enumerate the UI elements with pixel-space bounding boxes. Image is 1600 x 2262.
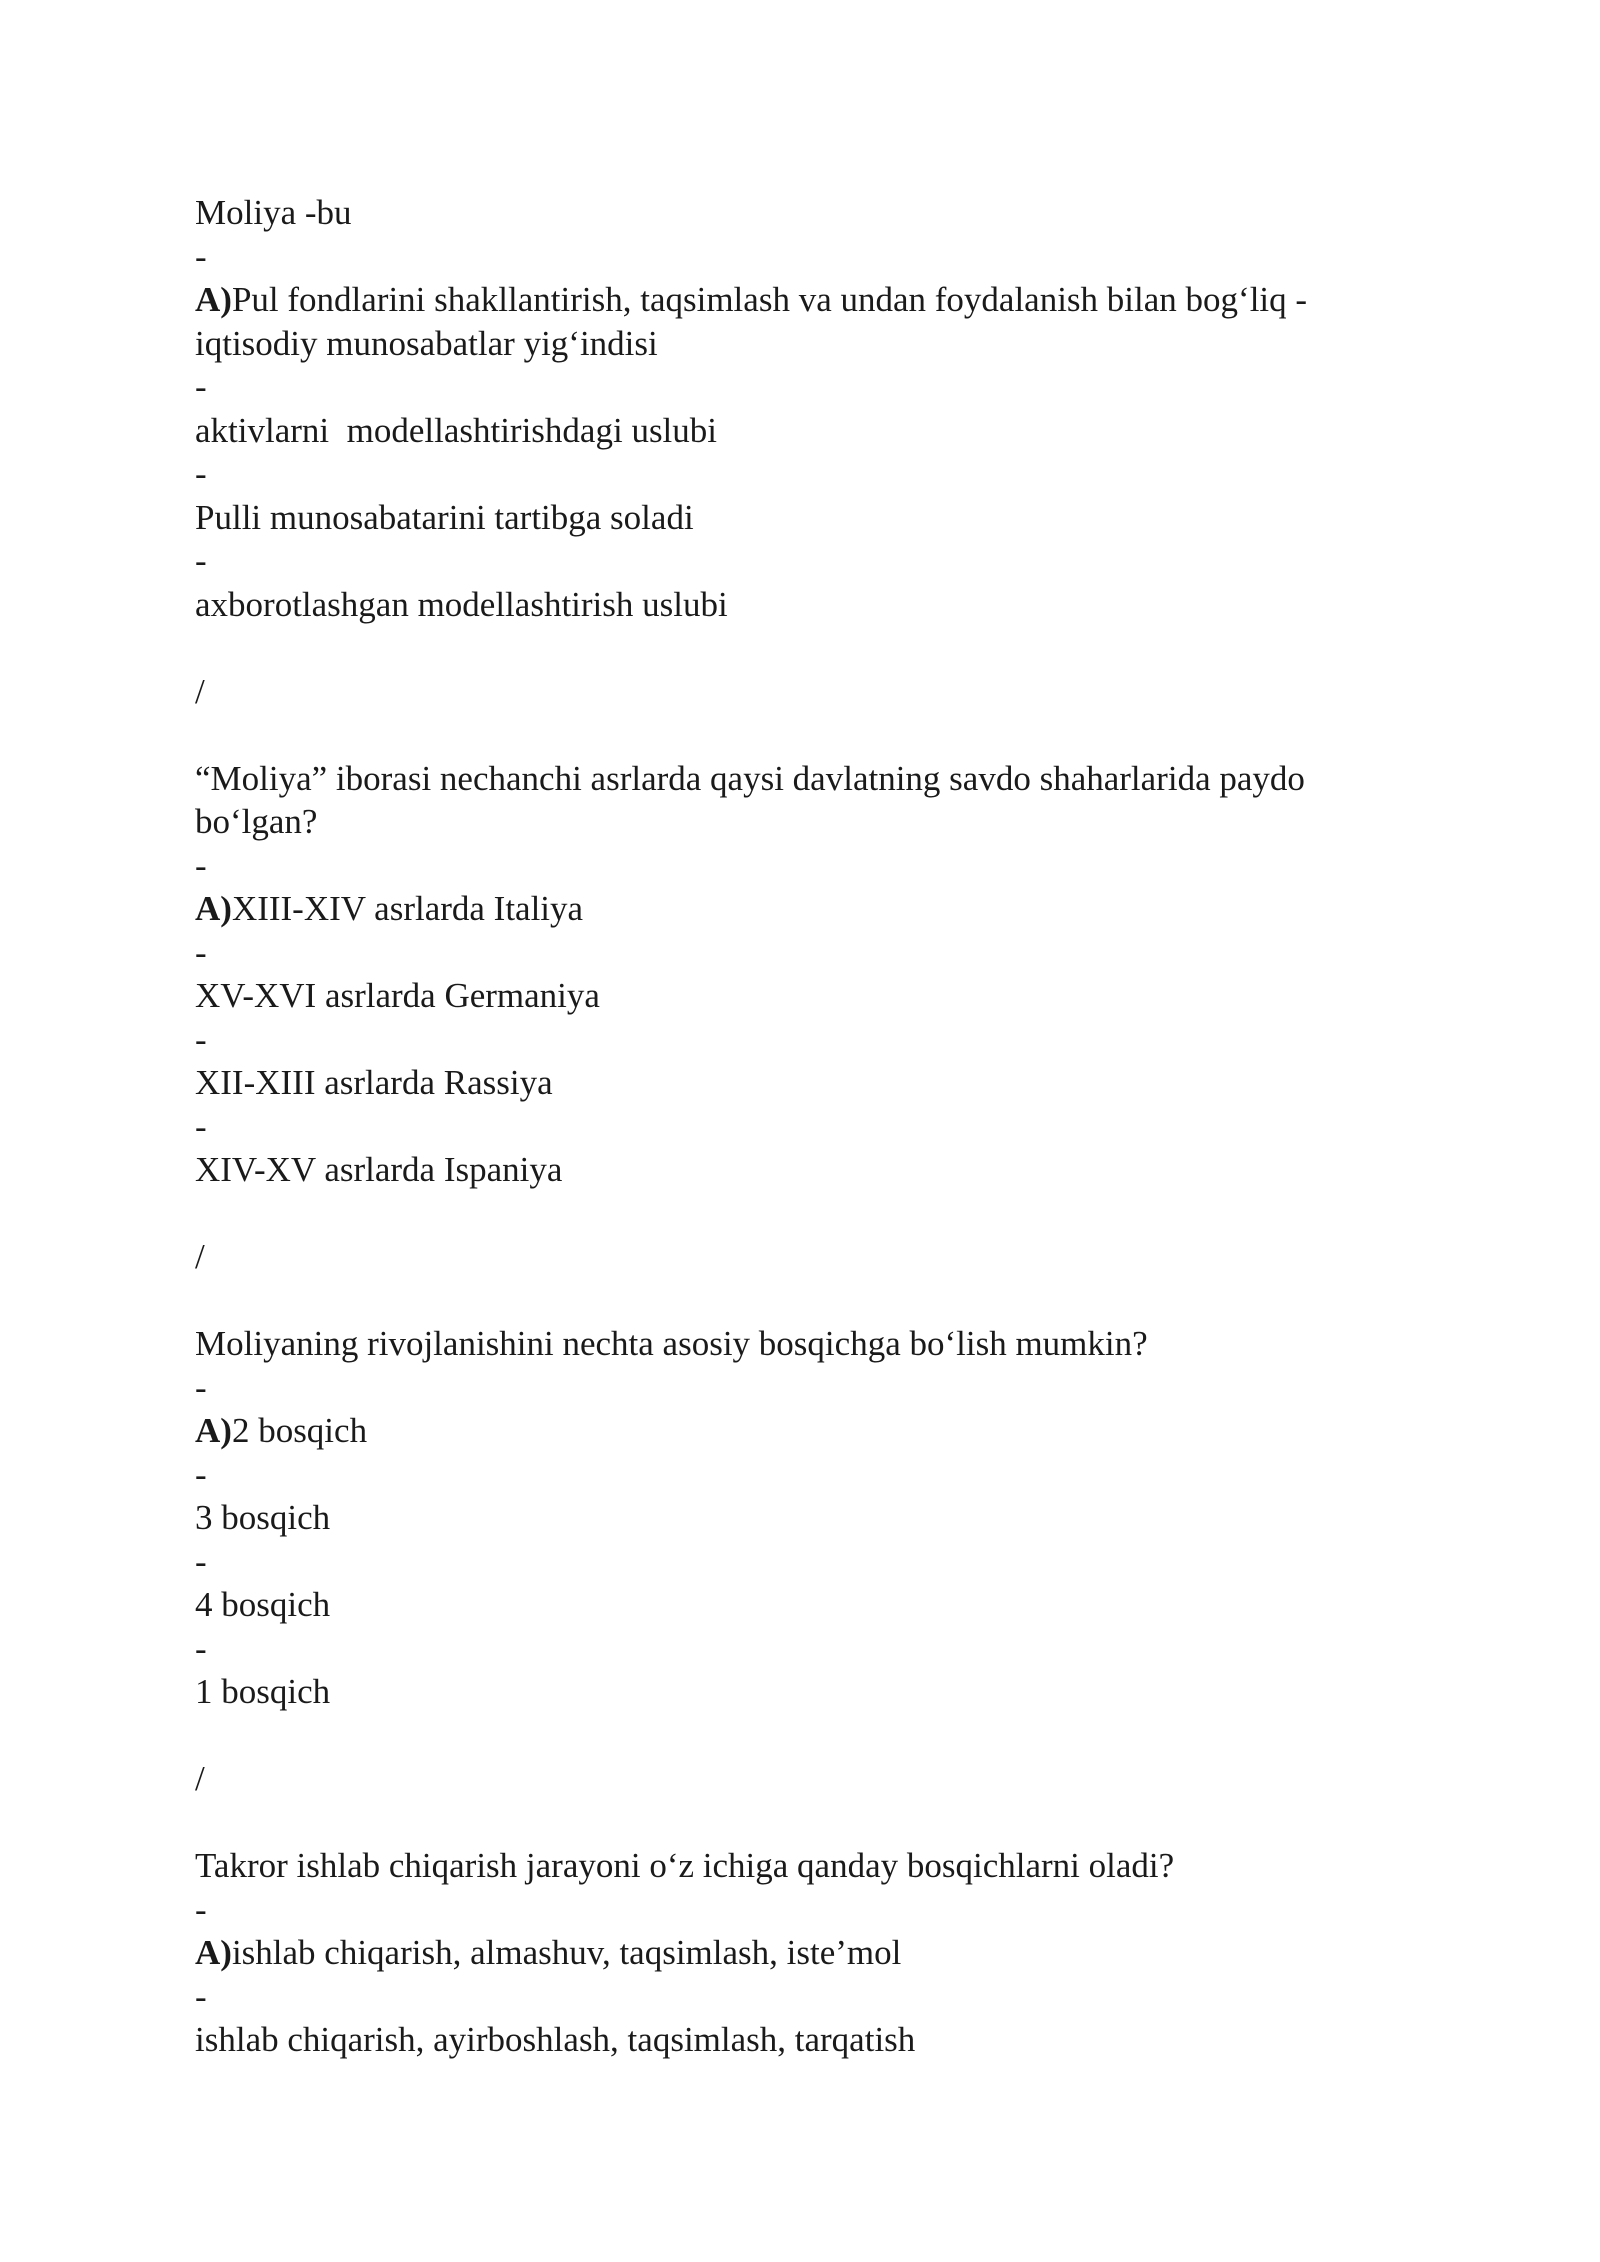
answer-prefix: A) [195, 280, 232, 319]
answer-prefix: A) [195, 1933, 232, 1972]
answer-marker: - [195, 1454, 207, 1494]
answer-marker: - [195, 1889, 207, 1929]
answer-option: 4 bosqich [195, 1585, 331, 1624]
answer-marker: - [195, 1976, 207, 2016]
answer-option: axborotlashgan modellashtirish uslubi [195, 584, 728, 624]
question-separator: / [195, 671, 205, 711]
answer-option [195, 278, 1425, 365]
answer-marker: - [195, 1106, 207, 1146]
question-separator: / [195, 1237, 205, 1276]
question-text: Moliya -bu [195, 193, 352, 232]
answer-marker: - [195, 454, 207, 493]
question-block [195, 757, 1425, 1323]
answer-option [195, 1409, 1425, 1453]
question-block [195, 1322, 1425, 1844]
question-text: Moliyaning rivojlanishini nechta asosiy bosqichga bo‘lish mumkin? [195, 1324, 1148, 1363]
answer-marker: - [195, 845, 207, 885]
answer-marker: - [195, 367, 207, 406]
answer-text: 2 bosqich [231, 1411, 368, 1450]
question-text: “Moliya” iborasi nechanchi asrlarda qaysi davlatning savdo shaharlarida paydo bo‘lgan? [195, 758, 1314, 841]
answer-option [195, 887, 1425, 931]
answer-option: aktivlarni modellashtirishdagi uslubi [195, 410, 718, 450]
answer-option: 3 bosqich [195, 1498, 331, 1537]
answer-option: XII-XIII asrlarda Rassiya [195, 1063, 553, 1102]
answer-text: ishlab chiqarish, almashuv, taqsimlash, iste’mol [231, 1933, 902, 1972]
answer-marker: - [195, 1541, 207, 1581]
answer-text: Pul fondlarini shakllantirish, taqsimlash va undan foydalanish bilan bog‘liq - iqtisodiy munosabatlar yig‘indisi [195, 280, 1316, 363]
answer-marker: - [195, 1628, 207, 1668]
question-separator: / [195, 1759, 205, 1798]
answer-marker: - [195, 1367, 207, 1407]
answer-marker: - [195, 236, 207, 276]
answer-prefix: A) [195, 889, 232, 928]
question-text: Takror ishlab chiqarish jarayoni o‘z ichiga qanday bosqichlarni oladi? [195, 1846, 1175, 1885]
answer-option: Pulli munosabatarini tartibga soladi [195, 497, 694, 537]
document-page [195, 191, 1425, 2062]
answer-option: 1 bosqich [195, 1672, 331, 1711]
answer-marker: - [195, 932, 207, 972]
answer-marker: - [195, 1019, 207, 1059]
answer-option: XIV-XV asrlarda Ispaniya [195, 1150, 563, 1189]
answer-prefix: A) [195, 1411, 232, 1450]
answer-text: XIII-XIV asrlarda Italiya [231, 889, 584, 928]
answer-marker: - [195, 541, 207, 580]
question-block [195, 191, 1425, 757]
question-block [195, 1844, 1425, 2062]
answer-option [195, 1931, 1425, 1975]
answer-option: ishlab chiqarish, ayirboshlash, taqsimlash, tarqatish [195, 2020, 916, 2059]
answer-option: XV-XVI asrlarda Germaniya [195, 976, 600, 1015]
